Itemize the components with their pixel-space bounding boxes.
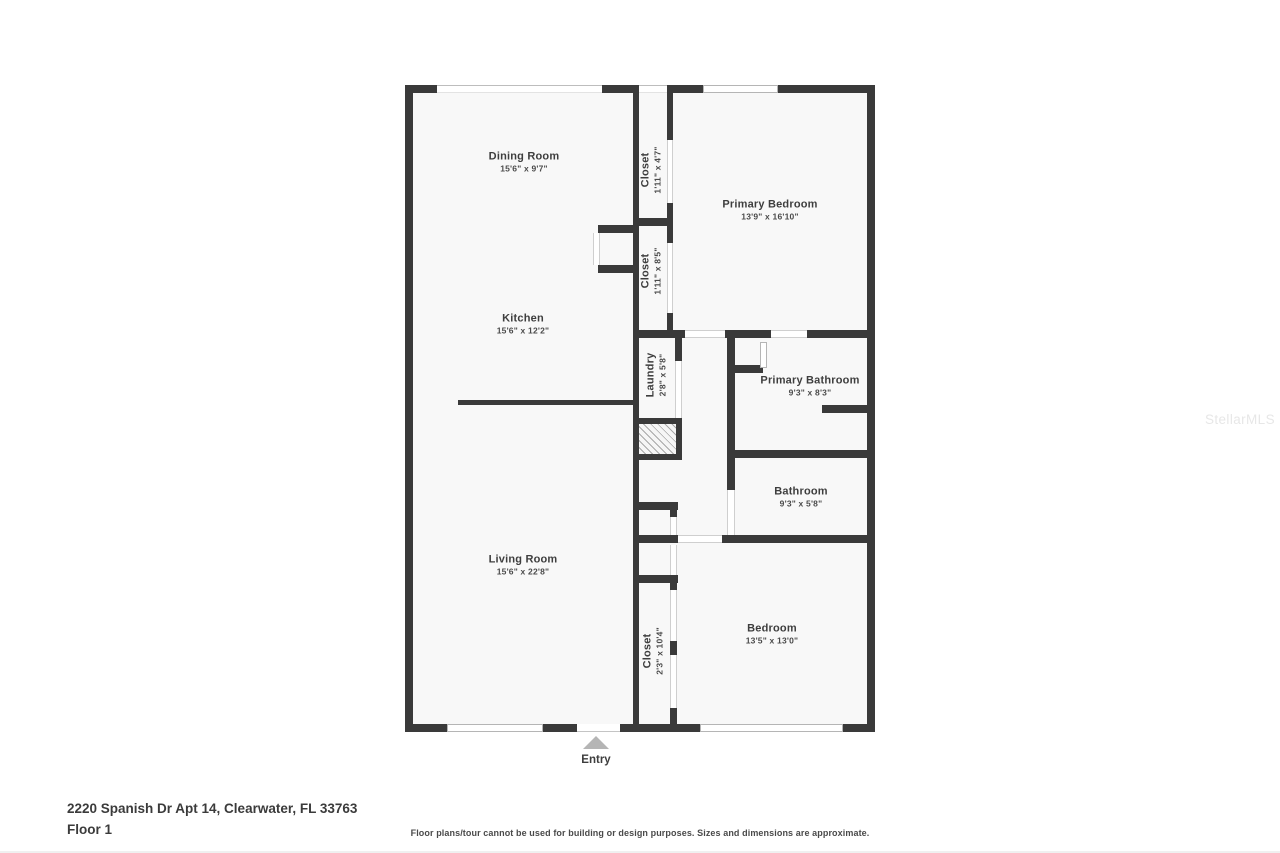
wall-pantry-top (598, 225, 638, 233)
room-dims: 15'6" x 22'8" (496, 566, 550, 577)
door-leaf-linen (760, 342, 767, 368)
wall-closet-right-c (667, 313, 673, 330)
room-name: Dining Room (488, 150, 560, 163)
room-dims: 15'6" x 12'2" (496, 325, 550, 336)
disclaimer-text: Floor plans/tour cannot be used for building or design purposes. Sizes and dimensions are approximate. (410, 828, 870, 838)
room-dims: 2'3" x 10'4" (654, 627, 665, 675)
door-closet-mid (667, 243, 673, 313)
floor-number-label: Floor 1 (67, 822, 113, 837)
address-text: 2220 Spanish Dr Apt 14, Clearwater, FL 33763 (67, 801, 358, 816)
room-dims: 1'11" x 4'7" (652, 146, 663, 194)
wall-outer-left (405, 85, 413, 732)
room-label-bathroom (774, 485, 828, 510)
room-dims: 1'11" x 8'5" (652, 247, 663, 295)
room-name: Closet (639, 253, 652, 289)
wall-closet-right-a (667, 93, 673, 140)
room-name: Kitchen (502, 312, 544, 325)
window-closet-top (639, 85, 667, 93)
room-dims: 9'3" x 8'3" (788, 387, 832, 398)
hatched-utility-area (633, 418, 682, 460)
wall-primary-divider-right (807, 330, 867, 338)
room-dims: 9'3" x 5'8" (779, 498, 823, 509)
room-label-primary-bathroom (760, 374, 859, 399)
room-label-laundry (644, 353, 669, 398)
wall-hall-closet-right-d (670, 708, 677, 732)
stellar-mls-watermark: StellarMLS (1204, 412, 1275, 427)
wall-closet-divider (633, 218, 673, 226)
entry-label: Entry (581, 754, 611, 766)
wall-pantry-bottom (598, 265, 638, 273)
door-pantry (593, 233, 600, 265)
wall-laundry-top (633, 330, 685, 338)
entry-arrow-icon (583, 736, 609, 749)
door-bedroom (678, 535, 722, 543)
door-hall-cell-a (670, 517, 677, 535)
room-name: Primary Bathroom (760, 374, 860, 387)
wall-linen-stub (733, 365, 763, 373)
wall-primary-bath-bottom (730, 450, 867, 458)
room-name: Primary Bedroom (722, 198, 818, 211)
door-hall-closet-1 (670, 590, 677, 641)
room-dims: 2'8" x 5'8" (657, 353, 668, 397)
room-label-closet-top (639, 146, 664, 193)
window-bedroom (700, 724, 843, 732)
room-label-bedroom (746, 622, 799, 647)
room-dims: 15'6" x 9'7" (500, 163, 548, 174)
room-label-hall-closet (641, 627, 666, 675)
room-name: Laundry (644, 352, 657, 398)
door-closet-top (667, 140, 673, 203)
room-name: Bathroom (774, 485, 828, 498)
entry-opening (577, 724, 620, 732)
door-laundry (675, 361, 682, 418)
room-dims: 13'5" x 13'0" (745, 635, 799, 646)
wall-kitchen-divider (458, 400, 639, 405)
wall-primary-divider-left (725, 330, 771, 338)
room-name: Closet (641, 633, 654, 669)
room-name: Living Room (488, 553, 558, 566)
door-hall-closet-2 (670, 655, 677, 708)
door-hall-cell-b (670, 545, 677, 575)
floor-plan (405, 85, 875, 766)
window-primary-bedroom (703, 85, 778, 93)
room-label-living-room (489, 553, 558, 578)
room-name: Bedroom (747, 622, 797, 635)
wall-hall-closet-right-a (670, 502, 677, 517)
wall-hall-closet-divider (633, 575, 678, 583)
wall-bath-bottom (633, 535, 867, 543)
window-dining (437, 85, 602, 93)
wall-outer-right (867, 85, 875, 732)
room-name: Closet (639, 152, 652, 188)
room-label-primary-bedroom (722, 198, 817, 223)
door-bathroom (727, 490, 735, 535)
room-label-closet-mid (639, 247, 664, 294)
wall-hall-closet-right-c (670, 641, 677, 655)
opening-hall-to-primary (685, 330, 725, 338)
wall-laundry-right (675, 338, 682, 361)
wall-bathroom-left (727, 338, 735, 490)
window-living-room (447, 724, 543, 732)
room-label-dining-room (489, 150, 560, 175)
room-label-kitchen (497, 312, 550, 337)
door-primary-bathroom (771, 330, 807, 338)
wall-shower-stub (822, 405, 867, 413)
room-dims: 13'9" x 16'10" (741, 211, 799, 222)
